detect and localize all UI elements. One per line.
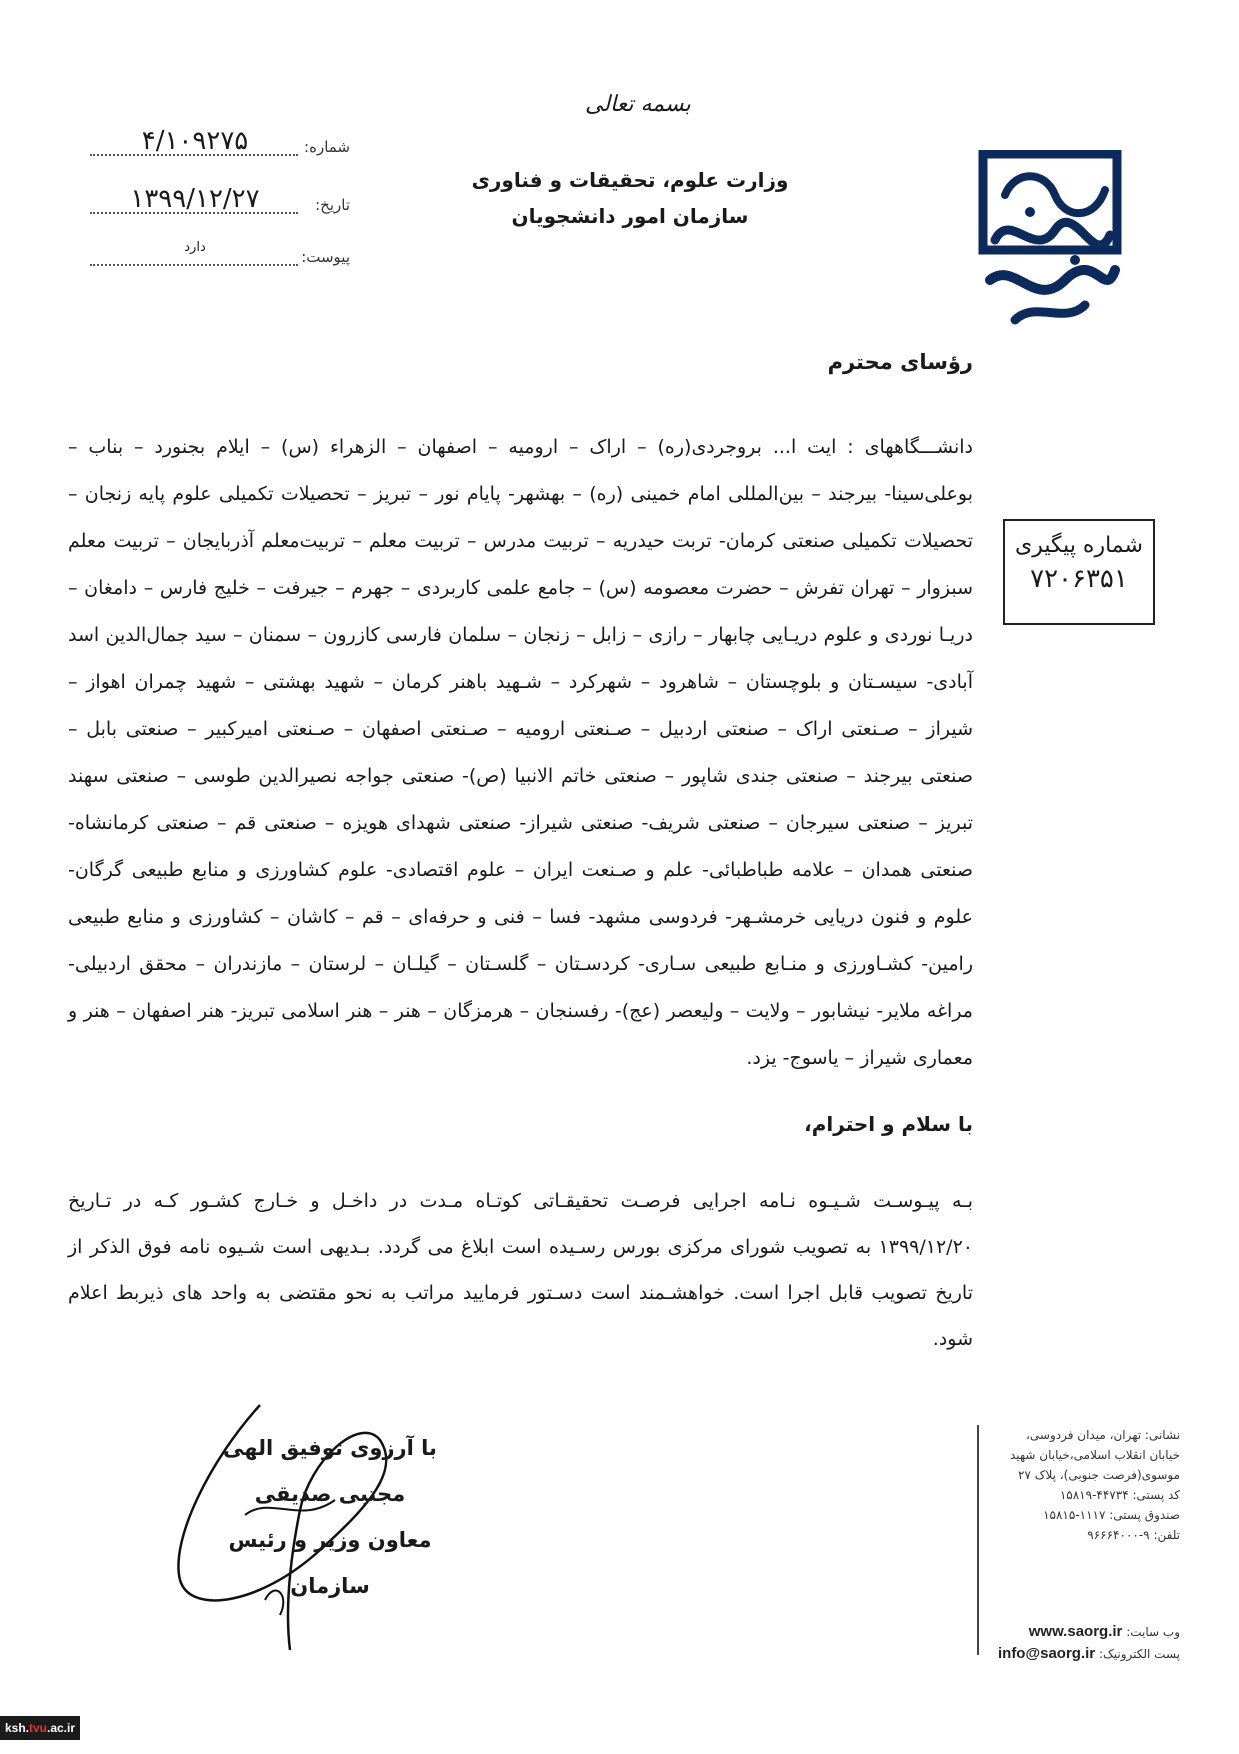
letter-number-field [90,126,350,168]
website-link[interactable]: www.saorg.ir [1028,1623,1123,1640]
tracking-number: ۷۲۰۶۳۵۱ [1030,564,1128,594]
contact-address [980,1425,1180,1545]
organization-name: سازمان امور دانشجویان [511,204,749,228]
website-label: وب سایت: [1126,1625,1180,1639]
letter-attachment-field [90,242,350,278]
watermark-suffix: .ac.ir [46,1721,76,1735]
letter-attachment-value: دارد [184,240,206,255]
footer-divider [977,1425,979,1655]
email-label: پست الکترونیک: [1098,1647,1180,1661]
letter-number-label: شماره: [304,138,350,156]
contact-web [985,1621,1180,1665]
tracking-label: شماره پیگیری [1015,533,1143,558]
letter-date-label: تاریخ: [315,196,350,214]
address-line: نشانی: تهران، میدان فردوسی، [1026,1428,1180,1442]
salutation: رؤسای محترم [827,350,973,374]
address-line: کد پستی: ۴۴۷۳۴-۱۵۸۱۹ [1059,1488,1180,1502]
address-line: موسوی(فرصت جنوبی)، پلاک ۲۷ [1018,1468,1180,1482]
watermark-prefix: ksh. [4,1721,29,1735]
letter-body: بـه پیـوسـت شـیـوه نـامه اجرایی فرصـت تحقیقـاتی کوتـاه مـدت در داخـل و خـارج کشـور کـه در تـاریخ ۱۳۹۹/۱۲/۲۰ به تصویب شورای مرکزی بورس رسـیده است ابلاغ می گردد. بـدیهی است شـیوه نامه فوق الذکر از تاریخ تصویب قابل اجرا است. خواهشـمند است دسـتور فرمایید مراتب به نحو مقتضی به واحد های ذیربط اعلام شود. [68,1190,973,1350]
watermark-accent: tvu [28,1721,47,1735]
ministry-name: وزارت علوم، تحقیقات و فناوری [471,168,789,192]
letterhead-title [465,162,795,234]
email-link[interactable]: info@saorg.ir [997,1645,1096,1662]
greeting: با سلام و احترام، [804,1112,973,1136]
signatory-name: مجتبی صدیقی [254,1482,406,1506]
address-line: خیابان انقلاب اسلامی،خیابان شهید [1009,1448,1180,1462]
letter-number-value: ۴/۱۰۹۲۷۵ [141,126,249,156]
basmala: بسمه تعالی [585,92,691,117]
letter-date-value: ۱۳۹۹/۱۲/۲۷ [130,184,260,214]
address-line: تلفن: ۹-۹۶۶۶۴۰۰۰ [1087,1528,1180,1542]
site-watermark [0,1716,80,1740]
tracking-number-box [1003,519,1155,625]
address-line: صندوق پستی: ۱۱۱۷-۱۵۸۱۵ [1043,1508,1180,1522]
organization-logo [975,150,1125,330]
letter-date-field [90,184,350,226]
signatory-title: معاون وزیر و رئیس سازمان [228,1528,432,1598]
signature-block [200,1425,460,1609]
closing-phrase: با آرزوی توفیق الهی [223,1436,437,1460]
recipient-universities: دانشـــگاههای : ایت ا... بروجردی(ره) – اراک – ارومیه – اصفهان – الزهراء (س) – ایلام بجنورد – بناب – بوعلی‌سینا- بیرجند – بین‌المللی امام خمینی (ره) – بهشهر- پایام نور – تبریز – تحصیلات تکمیلی علوم پایه زنجان – تحصیلات تکمیلی صنعتی کرمان- تربت حیدریه – تربیت مدرس – تربیت معلم – تربیت‌معلم آذربایجان – تربیت معلم سبزوار – تهران تفرش – حضرت معصومه (س) – جامع علمی کاربردی – جهرم – جیرفت – خلیج فارس – دامغان – دریـا نوردی و علوم دریـایی چابهار – رازی – زابل – زنجان – سلمان فارسی کازرون – سمنان – سید جمال‌الدین اسد آبادی- سیسـتان و بلوچستان – شاهرود – شهرکرد – شـهید باهنر کرمان – شهید بهشتی – شهید چمران اهواز – شیراز – صـنعتی اراک – صنعتی اردبیل – صـنعتی ارومیه – صـنعتی اصفهان – صـنعتی امیرکبیر – صنعتی بابل – صنعتی بیرجند – صنعتی جندی شاپور – صنعتی خاتم الانبیا (ص)- صنعتی جواجه نصیرالدین طوسی – صنعتی سهند تبریز – صنعتی سیرجان – صنعتی شریف- صنعتی شیراز- صنعتی شهدای هویزه – صنعتی قم – صنعتی کرمانشاه- صنعتی همدان – علامه طباطبائی- علم و صـنعت ایران – علوم اقتصادی- علوم کشاورزی و منابع طبیعی گرگان- علوم و فنون دریایی خرمشـهر- فردوسی مشهد- فسا – فنی و حرفه‌ای – قم – کاشان – کشاورزی و منابع طبیعی رامین- کشـاورزی و منـابع طبیعی سـاری- کردسـتان – گلسـتان – گیلـان – لرستان – مازندران – محقق اردبیلی- مراغه ملایر- نیشابور – ولایت – ولیعصر (عج)- رفسنجان – هرمزگان – هنر – هنر اسلامی تبریز- هنر اصفهان – هنر و معماری شیراز – یاسوج- یزد. [68,436,973,1069]
letter-attachment-label: پیوست: [301,248,350,266]
